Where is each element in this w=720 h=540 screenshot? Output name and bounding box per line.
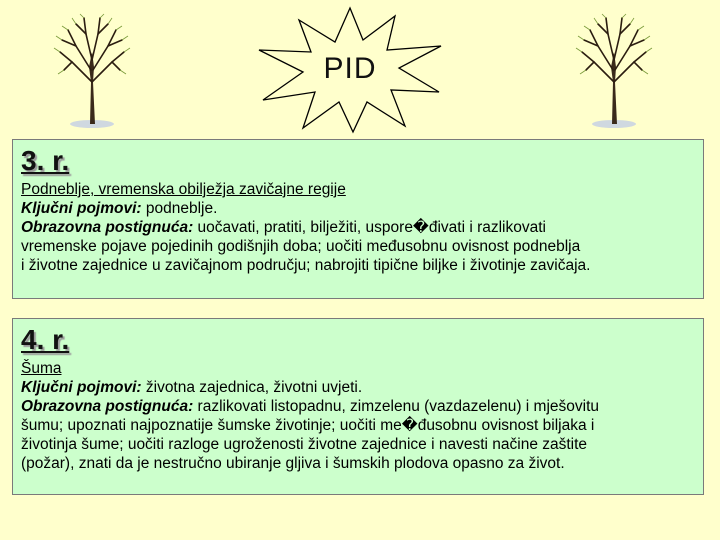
tree-icon (50, 12, 134, 132)
outcomes-line: šumu; upoznati najpoznatije šumske životinje; uočiti me�đusobnu ovisnost biljaka i (21, 417, 595, 434)
outcomes-line: (požar), znati da je nestručno ubiranje gljiva i šumskih plodova opasno za život. (21, 455, 565, 472)
keywords-text: podneblje. (141, 200, 218, 217)
keywords-line (21, 199, 695, 218)
tree-icon (572, 12, 656, 132)
keywords-label: Ključni pojmovi: (21, 200, 142, 217)
outcomes-label: Obrazovna postignuća: (21, 398, 194, 415)
grade-4-card (12, 318, 704, 495)
page-title: PID (323, 52, 377, 85)
grade-3-card (12, 139, 704, 299)
keywords-text: životna zajednica, životni uvjeti. (141, 379, 363, 396)
outcomes-line: vremenske pojave pojedinih godišnjih doba; uočiti međusobnu ovisnost podneblja (21, 238, 581, 255)
grade-heading: 3. r. (21, 145, 70, 176)
outcomes-label: Obrazovna postignuća: (21, 219, 194, 236)
outcomes-text: uočavati, pratiti, bilježiti, uspore�đivati i razlikovati (193, 219, 546, 236)
outcomes-text: razlikovati listopadnu, zimzelenu (vazdazelenu) i mješovitu (193, 398, 600, 415)
keywords-line (21, 378, 695, 397)
outcomes-line (21, 218, 695, 237)
grade-heading: 4. r. (21, 324, 70, 355)
keywords-label: Ključni pojmovi: (21, 379, 142, 396)
outcomes-line: životinja šume; uočiti razloge ugroženosti životne zajednice i navesti načine zaštite (21, 436, 588, 453)
topic-title: Šuma (21, 360, 62, 377)
topic-title: Podneblje, vremenska obilježja zavičajne regije (21, 181, 346, 198)
outcomes-line: i životne zajednice u zavičajnom području; nabrojiti tipične biljke i životinje zavičaja. (21, 257, 591, 274)
outcomes-line (21, 397, 695, 416)
